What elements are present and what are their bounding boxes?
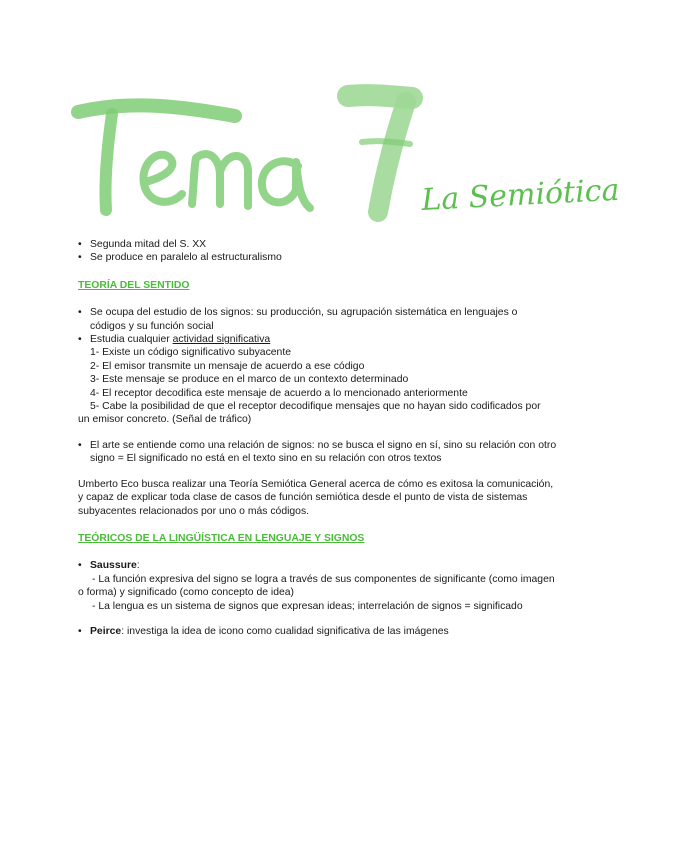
numbered-item: 5- Cabe la posibilidad de que el receptor decodifique mensajes que no hayan sido codificados por [90,401,541,413]
colon: : [136,560,140,572]
paragraph-line: subyacentes relacionados por uno o más códigos. [78,505,310,517]
intro-bullet: • Se produce en paralelo al estructuralismo [78,251,608,264]
eco-paragraph [78,478,608,518]
notes-body [78,238,608,638]
numbered-item-continuation: un emisor concreto. (Señal de tráfico) [78,414,252,426]
list-item-text: signo = El significado no está en el texto sino en su relación con otros textos [90,453,442,465]
title-lettering [70,82,621,232]
saussure-line: - La función expresiva del signo se logra a través de sus componentes de significante (como imagen [92,573,555,585]
list-item-text: El arte se entiende como una relación de signos: no se busca el signo en sí, sino su relación con otro [90,439,557,451]
title-banner [70,82,621,232]
section-heading-teoria: TEORÍA DEL SENTIDO [78,279,190,291]
intro-bullet: • Segunda mitad del S. XX [78,238,608,251]
list-item-text: Estudia cualquier [90,334,173,346]
section-heading-teoricos: TEÓRICOS DE LA LINGÜÍSTICA EN LENGUAJE Y SIGNOS [78,532,365,544]
numbered-item: 3- Este mensaje se produce en el marco de un contexto determinado [90,374,409,386]
paragraph-line: y capaz de explicar toda clase de casos de función semiótica desde el punto de vista de sistemas [78,492,528,504]
list-item-saussure [78,559,608,572]
paragraph-line: Umberto Eco busca realizar una Teoría Semiótica General acerca de cómo es exitosa la comunicación, [78,478,554,490]
list-item-peirce [78,625,608,638]
numbered-item: 1- Existe un código significativo subyacente [90,347,291,359]
numbered-item: 4- El receptor decodifica este mensaje de acuerdo a lo mencionado anteriormente [90,387,468,399]
saussure-line: - La lengua es un sistema de signos que expresan ideas; interrelación de signos = significado [92,600,523,612]
list-item [78,439,608,466]
numbered-item: 2- El emisor transmite un mensaje de acuerdo a ese código [90,360,365,372]
saussure-line: o forma) y significado (como concepto de idea) [78,587,295,599]
author-name: Peirce [90,625,122,637]
underlined-term: actividad significativa [172,334,271,346]
list-item [78,333,608,346]
list-item-text: : investiga la idea de icono como cualidad significativa de las imágenes [121,625,449,637]
title-subtitle: La Semiótica [420,172,621,218]
list-item [78,306,608,333]
list-item-text: códigos y su función social [90,320,214,332]
list-item-text: Se ocupa del estudio de los signos: su producción, su agrupación sistemática en lenguajes o [90,307,518,319]
author-name: Saussure [90,560,137,572]
